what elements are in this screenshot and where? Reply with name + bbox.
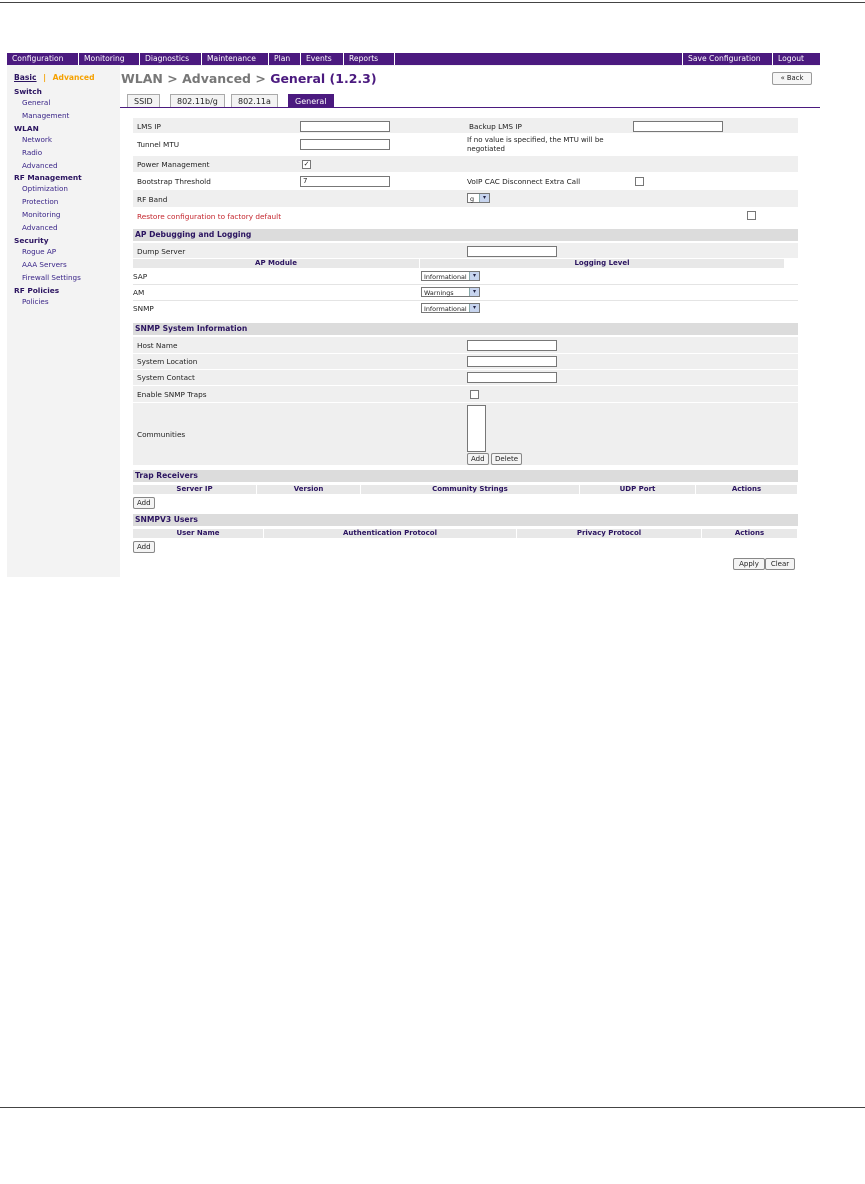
snmpv3-col-privacy-protocol: Privacy Protocol [517,529,702,538]
nav-maintenance[interactable]: Maintenance [202,53,269,65]
apply-button[interactable]: Apply [733,558,765,570]
tab-80211bg[interactable]: 802.11b/g [170,94,225,107]
chevron-down-icon: ▾ [469,272,479,280]
sidebar-item-radio[interactable]: Radio [22,148,43,157]
restore-default-label: Restore configuration to factory default [137,212,282,221]
sidebar-item-general[interactable]: General [22,98,51,107]
sidebar-item-policies[interactable]: Policies [22,297,49,306]
chevron-down-icon: ▾ [469,288,479,296]
trap-col-udp-port: UDP Port [580,485,696,494]
enable-traps-row [133,386,798,402]
sidebar-item-firewall-settings[interactable]: Firewall Settings [22,273,81,282]
nav-monitoring[interactable]: Monitoring [79,53,140,65]
logging-row [133,269,798,285]
rf-band-select[interactable] [467,193,490,203]
backup-lms-ip-input[interactable] [633,121,723,132]
logging-module-snmp: SNMP [133,304,154,313]
form-row-restore [133,208,798,223]
snmpv3-section-title: SNMPV3 Users [133,514,798,526]
tab-underline [120,107,820,108]
top-navigation-bar [7,53,820,65]
logging-level-column-header: Logging Level [420,259,785,268]
tunnel-mtu-label: Tunnel MTU [137,140,180,149]
sidebar-item-aaa-servers[interactable]: AAA Servers [22,260,67,269]
logging-level-select-snmp[interactable] [421,303,480,313]
sidebar-item-rf-advanced[interactable]: Advanced [22,223,58,232]
bootstrap-threshold-label: Bootstrap Threshold [137,177,211,186]
trap-col-actions: Actions [696,485,798,494]
page-title: General (1.2.3) [270,71,377,86]
host-name-label: Host Name [137,341,178,350]
enable-traps-label: Enable SNMP Traps [137,390,207,399]
form-row-mtu [133,134,798,155]
trap-col-version: Version [257,485,361,494]
bootstrap-threshold-input[interactable]: 7 [300,176,390,187]
snmpv3-col-auth-protocol: Authentication Protocol [264,529,517,538]
logging-row [133,301,798,316]
logging-row [133,285,798,301]
logging-level-value: Informational [424,305,467,313]
system-location-input[interactable] [467,356,557,367]
page-bottom-rule [0,1107,865,1108]
lms-ip-input[interactable] [300,121,390,132]
nav-events[interactable]: Events [301,53,344,65]
host-name-row [133,337,798,353]
logging-module-sap: SAP [133,272,148,281]
nav-reports[interactable]: Reports [344,53,395,65]
restore-default-checkbox[interactable] [747,211,756,220]
logging-level-value: Informational [424,273,467,281]
trap-receivers-section-title: Trap Receivers [133,470,798,482]
voip-cac-label: VoIP CAC Disconnect Extra Call [467,177,581,186]
lms-ip-label: LMS IP [137,122,161,131]
tab-80211a[interactable]: 802.11a [231,94,278,107]
logging-level-value: Warnings [424,289,454,297]
sidebar-section-switch: Switch [14,87,42,96]
chevron-down-icon: ▾ [469,304,479,312]
mode-basic-link[interactable]: Basic [14,73,37,82]
main-content [120,66,820,577]
form-row-power-management [133,156,798,172]
sidebar-item-optimization[interactable]: Optimization [22,184,68,193]
snmpv3-col-user-name: User Name [133,529,264,538]
sidebar-item-rogue-ap[interactable]: Rogue AP [22,247,57,256]
trap-col-community-strings: Community Strings [361,485,580,494]
system-location-label: System Location [137,357,198,366]
system-location-row [133,354,798,369]
nav-save-configuration[interactable]: Save Configuration [682,53,773,65]
dump-server-row [133,243,798,258]
logging-level-select-sap[interactable] [421,271,480,281]
ap-debugging-section-title: AP Debugging and Logging [133,229,798,241]
enable-traps-checkbox[interactable] [470,390,479,399]
voip-cac-checkbox[interactable] [635,177,644,186]
system-contact-label: System Contact [137,373,195,382]
app-window [7,53,820,577]
sidebar-item-wlan-advanced[interactable]: Advanced [22,161,58,170]
mtu-note-line1: If no value is specified, the MTU will be [467,136,604,144]
logging-level-select-am[interactable] [421,287,480,297]
power-management-label: Power Management [137,160,210,169]
system-contact-row [133,370,798,385]
mode-separator: | [43,73,46,82]
sidebar-item-monitoring[interactable]: Monitoring [22,210,61,219]
nav-plan[interactable]: Plan [269,53,301,65]
system-contact-input[interactable] [467,372,557,383]
communities-listbox[interactable] [467,405,486,452]
nav-configuration[interactable]: Configuration [7,53,79,65]
breadcrumb-path: WLAN > Advanced > [121,71,271,86]
dump-server-input[interactable] [467,246,557,257]
ap-module-column-header: AP Module [133,259,420,268]
trap-add-button[interactable]: Add [133,497,155,509]
mtu-note-line2: negotiated [467,145,505,153]
communities-label: Communities [137,430,186,439]
nav-logout[interactable]: Logout [778,54,804,63]
snmpv3-add-button[interactable]: Add [133,541,155,553]
snmpv3-col-actions: Actions [702,529,798,538]
snmp-section-title: SNMP System Information [133,323,798,335]
tunnel-mtu-input[interactable] [300,139,390,150]
tab-general[interactable]: General [288,94,334,107]
nav-diagnostics[interactable]: Diagnostics [140,53,202,65]
form-row-rf-band [133,190,798,207]
breadcrumb [121,71,377,86]
sidebar-item-management[interactable]: Management [22,111,70,120]
tab-ssid[interactable]: SSID [127,94,160,107]
form-row-bootstrap [133,173,798,189]
clear-button[interactable]: Clear [765,558,795,570]
sidebar-section-wlan: WLAN [14,124,39,133]
communities-add-button[interactable]: Add [467,453,489,465]
communities-delete-button[interactable]: Delete [491,453,522,465]
rf-band-value: g [470,195,475,203]
sidebar-item-protection[interactable]: Protection [22,197,59,206]
back-button[interactable]: « Back [772,72,812,85]
mode-advanced-link[interactable]: Advanced [52,73,95,82]
sidebar-section-rf-management: RF Management [14,173,82,182]
page-top-rule [0,2,865,3]
sidebar-section-security: Security [14,236,49,245]
chevron-down-icon: ▾ [479,194,489,202]
trap-col-server-ip: Server IP [133,485,257,494]
dump-server-label: Dump Server [137,247,186,256]
power-management-checkbox[interactable]: ✓ [303,160,310,168]
host-name-input[interactable] [467,340,557,351]
backup-lms-ip-label: Backup LMS IP [469,122,522,131]
form-row-lms [133,118,798,133]
communities-row [133,403,798,465]
sidebar-section-rf-policies: RF Policies [14,286,60,295]
rf-band-label: RF Band [137,195,168,204]
sidebar-item-network[interactable]: Network [22,135,53,144]
logging-module-am: AM [133,288,145,297]
